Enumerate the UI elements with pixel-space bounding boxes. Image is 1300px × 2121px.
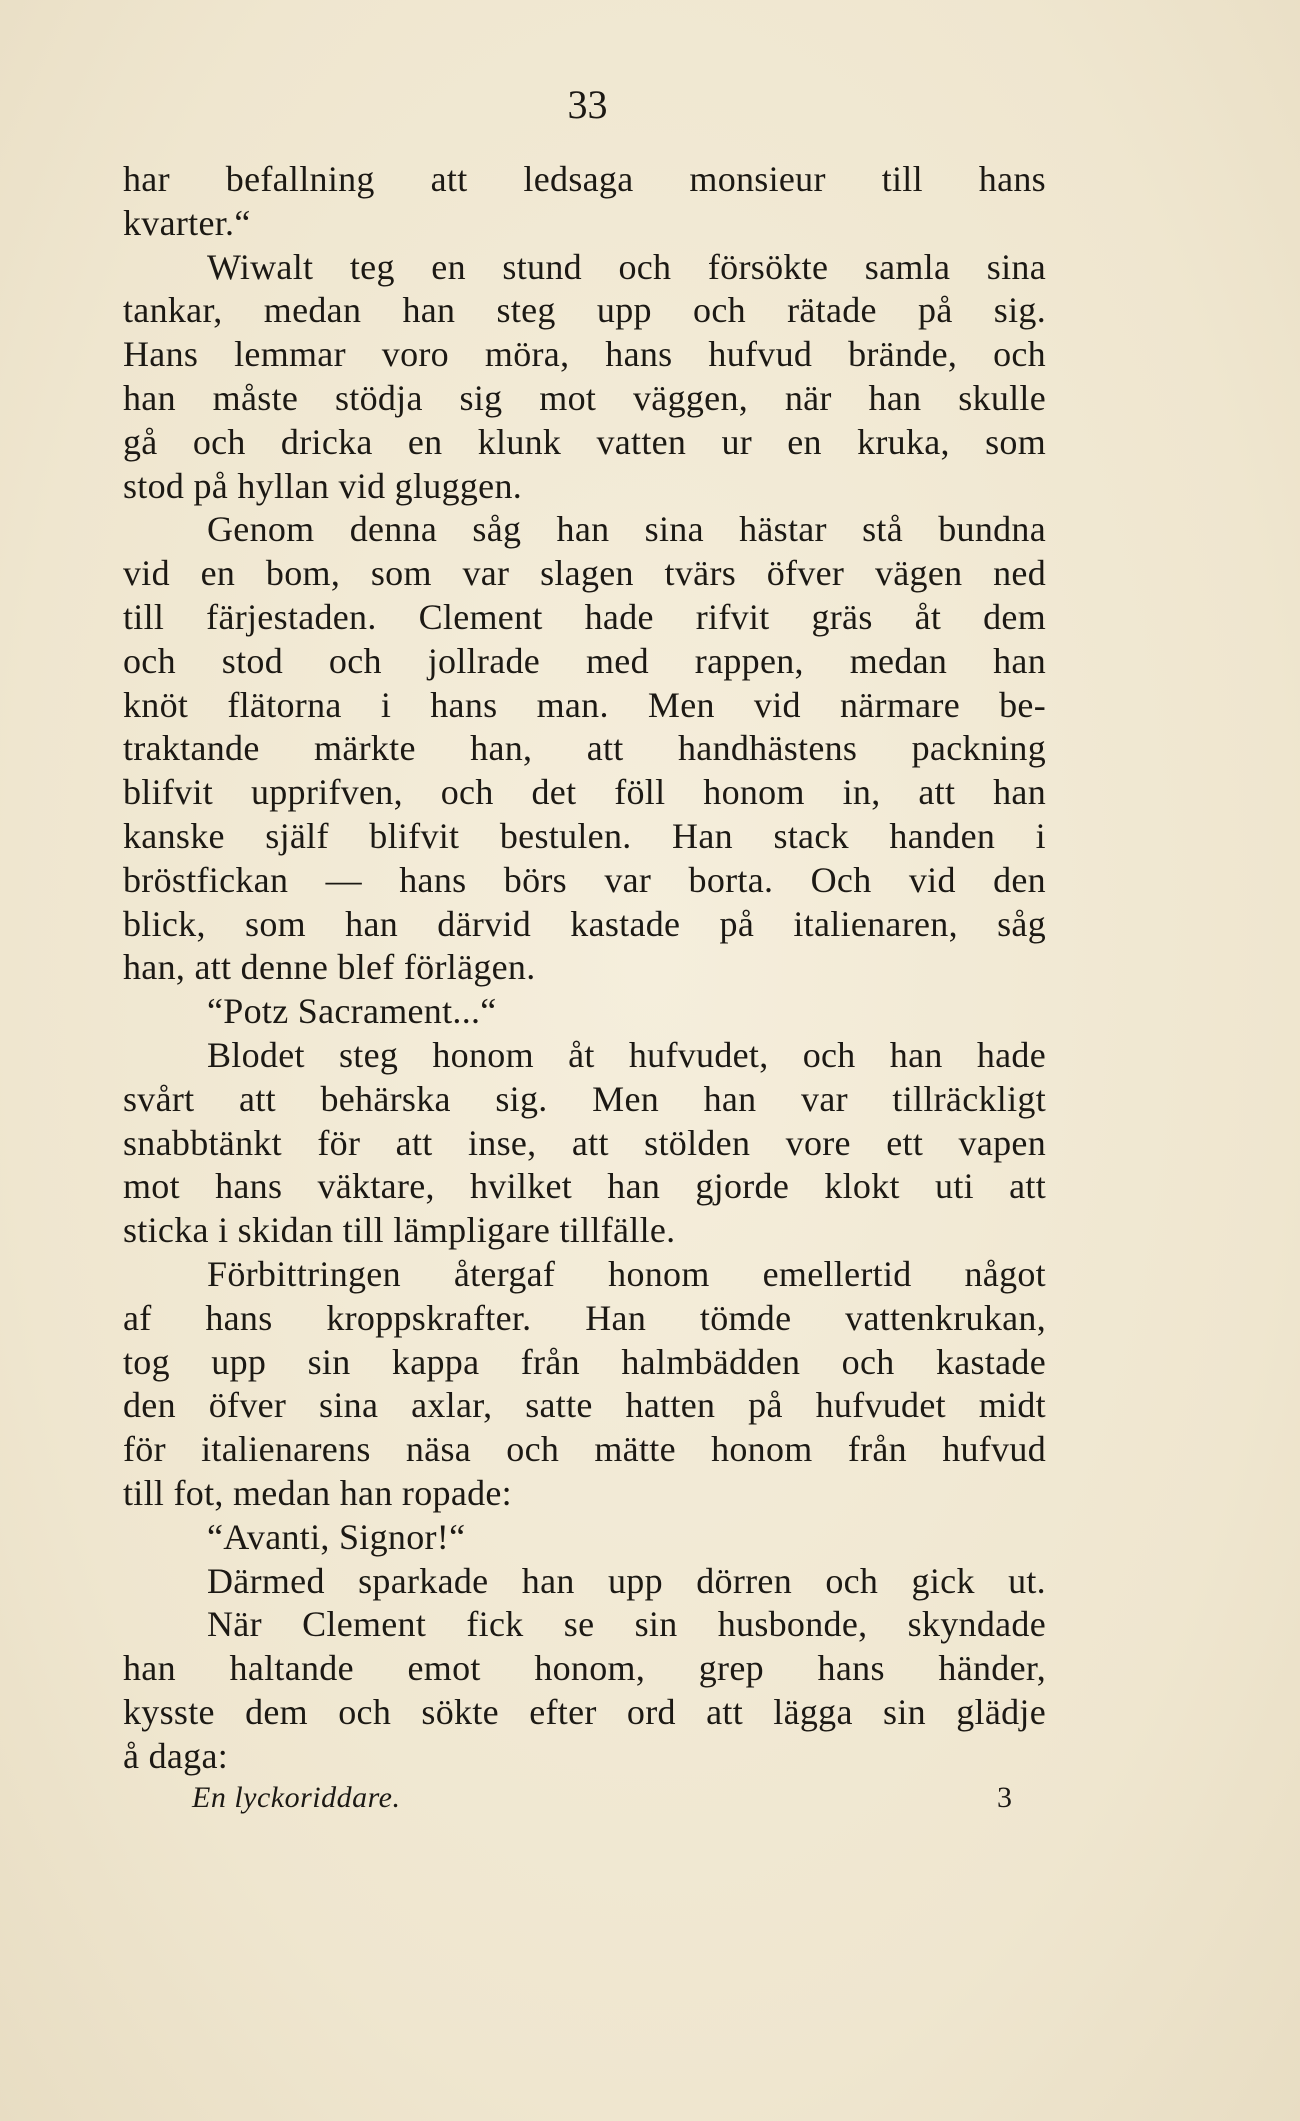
text-line: han måste stödja sig mot väggen, när han skulle [123, 377, 1046, 418]
text-line: traktande märkte han, att handhästens packning [123, 728, 1046, 769]
text-line: gå och dricka en klunk vatten ur en kruka, som [123, 421, 1046, 462]
text-line: Hans lemmar voro möra, hans hufvud brände, och [123, 334, 1046, 375]
text-line: sticka i skidan till lämpligare tillfälle. [123, 1210, 676, 1251]
text-line: å daga: [123, 1735, 229, 1776]
text-line: kanske själf blifvit bestulen. Han stack handen i [123, 815, 1046, 856]
text-line: till fot, medan han ropade: [123, 1472, 512, 1513]
text-line: knöt flätorna i hans man. Men vid närmare be- [123, 684, 1046, 725]
text-line: blick, som han därvid kastade på italienaren, såg [123, 903, 1046, 944]
text-line: stod på hyllan vid gluggen. [123, 465, 523, 506]
text-line: “Potz Sacrament...“ [207, 991, 497, 1032]
text-line: till färjestaden. Clement hade rifvit gräs åt dem [123, 596, 1046, 637]
signature-title: En lyckoriddare. [192, 1781, 401, 1814]
text-line: svårt att behärska sig. Men han var tillräckligt [123, 1078, 1046, 1119]
text-line: När Clement fick se sin husbonde, skyndade [207, 1604, 1046, 1645]
text-line: Wiwalt teg en stund och försökte samla sina [207, 246, 1046, 287]
text-line: vid en bom, som var slagen tvärs öfver vägen ned [123, 553, 1046, 594]
text-line: mot hans väktare, hvilket han gjorde klokt uti att [123, 1166, 1046, 1207]
page-number: 33 [567, 82, 608, 127]
text-line: snabbtänkt för att inse, att stölden vore ett vapen [123, 1122, 1046, 1163]
text-line: Genom denna såg han sina hästar stå bundna [207, 509, 1046, 550]
text-line: Förbittringen återgaf honom emellertid något [207, 1253, 1046, 1294]
body-text [123, 158, 1046, 1778]
signature-number: 3 [997, 1781, 1012, 1814]
text-line: och stod och jollrade med rappen, medan han [123, 640, 1046, 681]
text-line: “Avanti, Signor!“ [207, 1516, 466, 1557]
text-line: har befallning att ledsaga monsieur till hans [123, 159, 1046, 199]
text-line: kvarter.“ [123, 202, 251, 243]
text-line: den öfver sina axlar, satte hatten på hufvudet midt [123, 1385, 1046, 1426]
text-line: bröstfickan — hans börs var borta. Och vid den [123, 859, 1046, 900]
text-line: af hans kroppskrafter. Han tömde vattenkrukan, [123, 1297, 1046, 1338]
text-line: tog upp sin kappa från halmbädden och kastade [123, 1341, 1046, 1382]
text-line: Blodet steg honom åt hufvudet, och han hade [207, 1034, 1046, 1075]
text-line: för italienarens näsa och mätte honom från hufvud [123, 1429, 1046, 1470]
signature-line [192, 1778, 1012, 1818]
text-line: han, att denne blef förlägen. [123, 947, 536, 988]
text-line: Därmed sparkade han upp dörren och gick ut. [207, 1560, 1046, 1601]
text-line: blifvit upprifven, och det föll honom in, att han [123, 772, 1046, 813]
text-line: tankar, medan han steg upp och rätade på sig. [123, 290, 1046, 331]
text-line: han haltande emot honom, grep hans händer, [123, 1648, 1046, 1689]
text-line: kysste dem och sökte efter ord att lägga sin glädje [123, 1691, 1046, 1732]
